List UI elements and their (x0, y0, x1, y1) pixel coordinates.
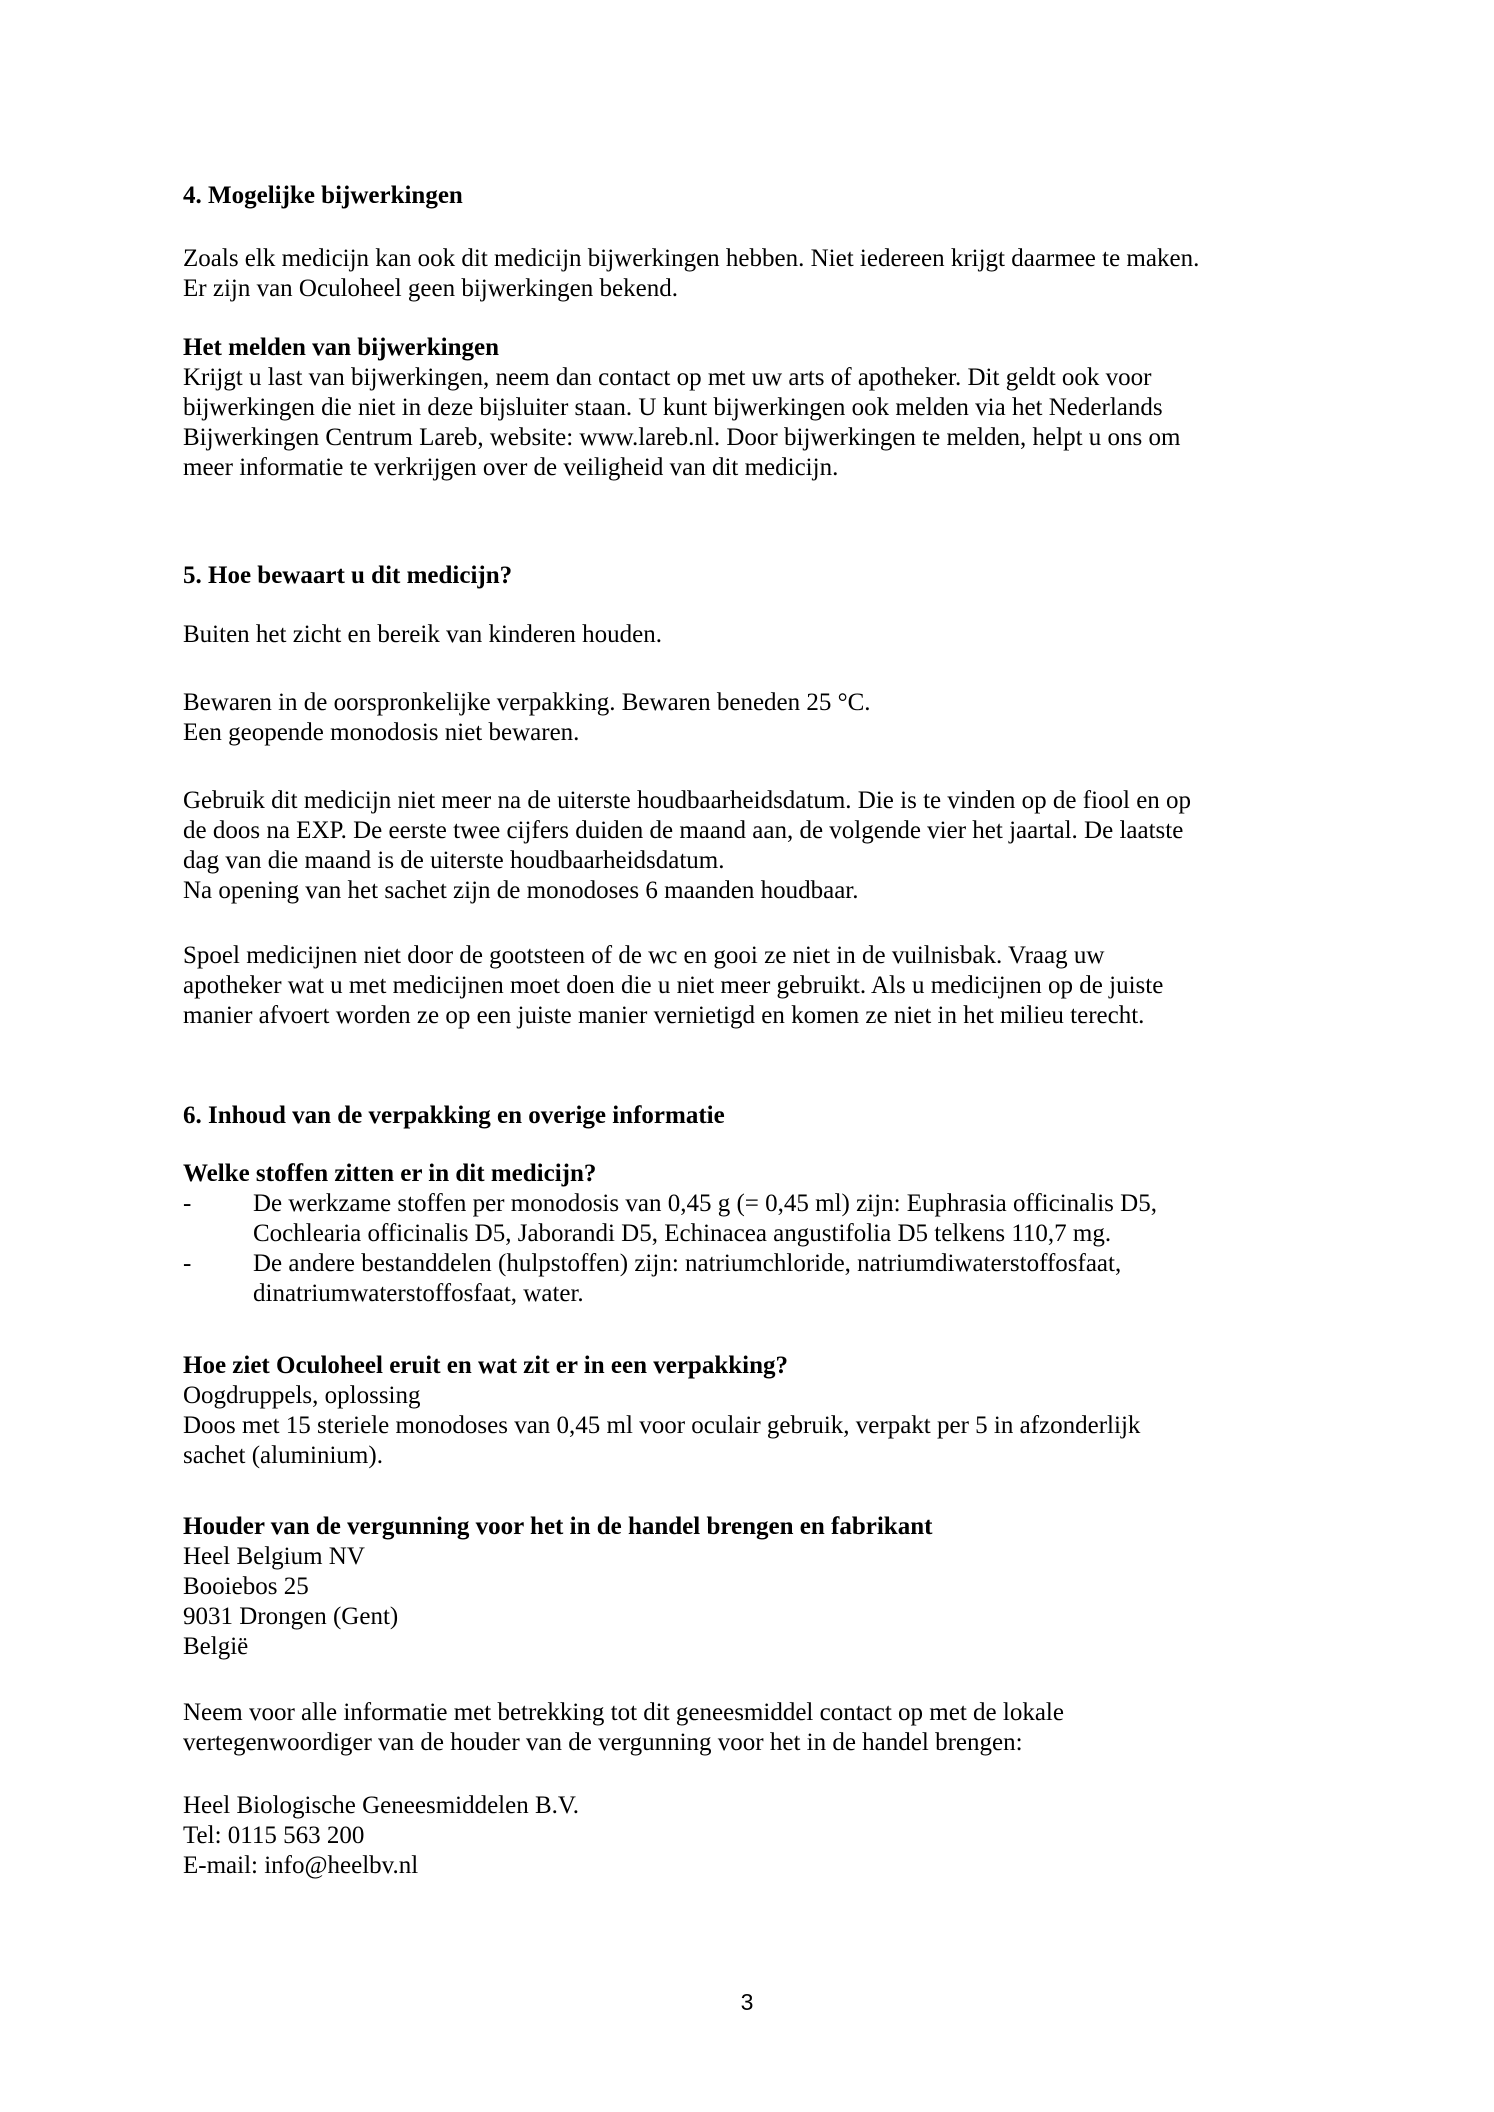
section-heading: 5. Hoe bewaart u dit medicijn? (183, 562, 513, 589)
section-5-heading-block (183, 561, 1323, 591)
address-line: Heel Belgium NV (183, 1543, 365, 1570)
paragraph-line: bijwerkingen die niet in deze bijsluiter staan. U kunt bijwerkingen ook melden via het Nederlands (183, 394, 1163, 421)
paragraph-line: Een geopende monodosis niet bewaren. (183, 719, 580, 746)
email-line: E-mail: info@heelbv.nl (183, 1852, 419, 1879)
paragraph-line: Oogdruppels, oplossing (183, 1382, 421, 1409)
bullet-dash: - (183, 1190, 192, 1217)
storage-conditions-paragraph (183, 688, 1323, 748)
sub-heading: Hoe ziet Oculoheel eruit en wat zit er in een verpakking? (183, 1352, 788, 1379)
paragraph-line: Spoel medicijnen niet door de gootsteen of de wc en gooi ze niet in de vuilnisbak. Vraag uw (183, 942, 1105, 969)
paragraph-line: Gebruik dit medicijn niet meer na de uiterste houdbaarheidsdatum. Die is te vinden op de fiool en op (183, 787, 1192, 814)
company-name-line: Heel Biologische Geneesmiddelen B.V. (183, 1792, 579, 1819)
phone-line: Tel: 0115 563 200 (183, 1822, 365, 1849)
paragraph-line: Bewaren in de oorspronkelijke verpakking. Bewaren beneden 25 °C. (183, 689, 871, 716)
appearance-block (183, 1351, 1323, 1471)
local-representative-intro-paragraph (183, 1698, 1323, 1758)
list-item-line: De werkzame stoffen per monodosis van 0,45 g (= 0,45 ml) zijn: Euphrasia officinalis D5, (253, 1190, 1157, 1217)
page-number: 3 (740, 1989, 754, 2015)
paragraph-line: Bijwerkingen Centrum Lareb, website: www.lareb.nl. Door bijwerkingen te melden, helpt u ons om (183, 424, 1181, 451)
list-item-line: Cochlearia officinalis D5, Jaborandi D5, Echinacea angustifolia D5 telkens 110,7 mg. (253, 1220, 1112, 1247)
side-effect-reporting-paragraph (183, 333, 1323, 483)
paragraph-line: sachet (aluminium). (183, 1442, 383, 1469)
list-item-line: dinatriumwaterstoffosfaat, water. (253, 1280, 584, 1307)
paragraph-line: meer informatie te verkrijgen over de veiligheid van dit medicijn. (183, 454, 839, 481)
section-heading: 4. Mogelijke bijwerkingen (183, 182, 463, 209)
paragraph-line: Zoals elk medicijn kan ook dit medicijn bijwerkingen hebben. Niet iedereen krijgt daarmee te maken. (183, 245, 1200, 272)
paragraph-line: Er zijn van Oculoheel geen bijwerkingen bekend. (183, 275, 678, 302)
sub-heading: Houder van de vergunning voor het in de handel brengen en fabrikant (183, 1513, 933, 1540)
sub-heading: Welke stoffen zitten er in dit medicijn? (183, 1160, 597, 1187)
address-line: België (183, 1633, 249, 1660)
section-4-intro-paragraph (183, 244, 1323, 304)
section-heading: 6. Inhoud van de verpakking en overige informatie (183, 1102, 725, 1129)
section-4-heading-block (183, 181, 1323, 211)
paragraph-line: dag van die maand is de uiterste houdbaarheidsdatum. (183, 847, 725, 874)
expiry-date-paragraph (183, 786, 1323, 906)
paragraph-line: Neem voor alle informatie met betrekking tot dit geneesmiddel contact op met de lokale (183, 1699, 1064, 1726)
paragraph-line: Buiten het zicht en bereik van kinderen houden. (183, 621, 663, 648)
list-item (183, 1249, 1323, 1279)
paragraph-line: manier afvoert worden ze op een juiste manier vernietigd en komen ze niet in het milieu terecht. (183, 1002, 1145, 1029)
marketing-authorisation-holder-block (183, 1512, 1323, 1662)
disposal-paragraph (183, 941, 1323, 1031)
section-6-heading-block (183, 1101, 1323, 1131)
local-representative-contact-block (183, 1791, 1323, 1881)
list-item (183, 1189, 1323, 1219)
address-line: 9031 Drongen (Gent) (183, 1603, 399, 1630)
composition-block (183, 1159, 1323, 1309)
sub-heading: Het melden van bijwerkingen (183, 334, 499, 361)
paragraph-line: Doos met 15 steriele monodoses van 0,45 ml voor oculair gebruik, verpakt per 5 in afzonderlijk (183, 1412, 1141, 1439)
bullet-dash: - (183, 1250, 192, 1277)
paragraph-line: Krijgt u last van bijwerkingen, neem dan contact op met uw arts of apotheker. Dit geldt ook voor (183, 364, 1152, 391)
list-item-line: De andere bestanddelen (hulpstoffen) zijn: natriumchloride, natriumdiwaterstoffosfaat, (253, 1250, 1122, 1277)
address-line: Booiebos 25 (183, 1573, 309, 1600)
paragraph-line: vertegenwoordiger van de houder van de vergunning voor het in de handel brengen: (183, 1729, 1023, 1756)
paragraph-line: Na opening van het sachet zijn de monodoses 6 maanden houdbaar. (183, 877, 859, 904)
paragraph-line: apotheker wat u met medicijnen moet doen die u niet meer gebruikt. Als u medicijnen op de juiste (183, 972, 1164, 999)
paragraph-line: de doos na EXP. De eerste twee cijfers duiden de maand aan, de volgende vier het jaartal. De laatste (183, 817, 1184, 844)
keep-out-of-reach-paragraph (183, 620, 1323, 650)
